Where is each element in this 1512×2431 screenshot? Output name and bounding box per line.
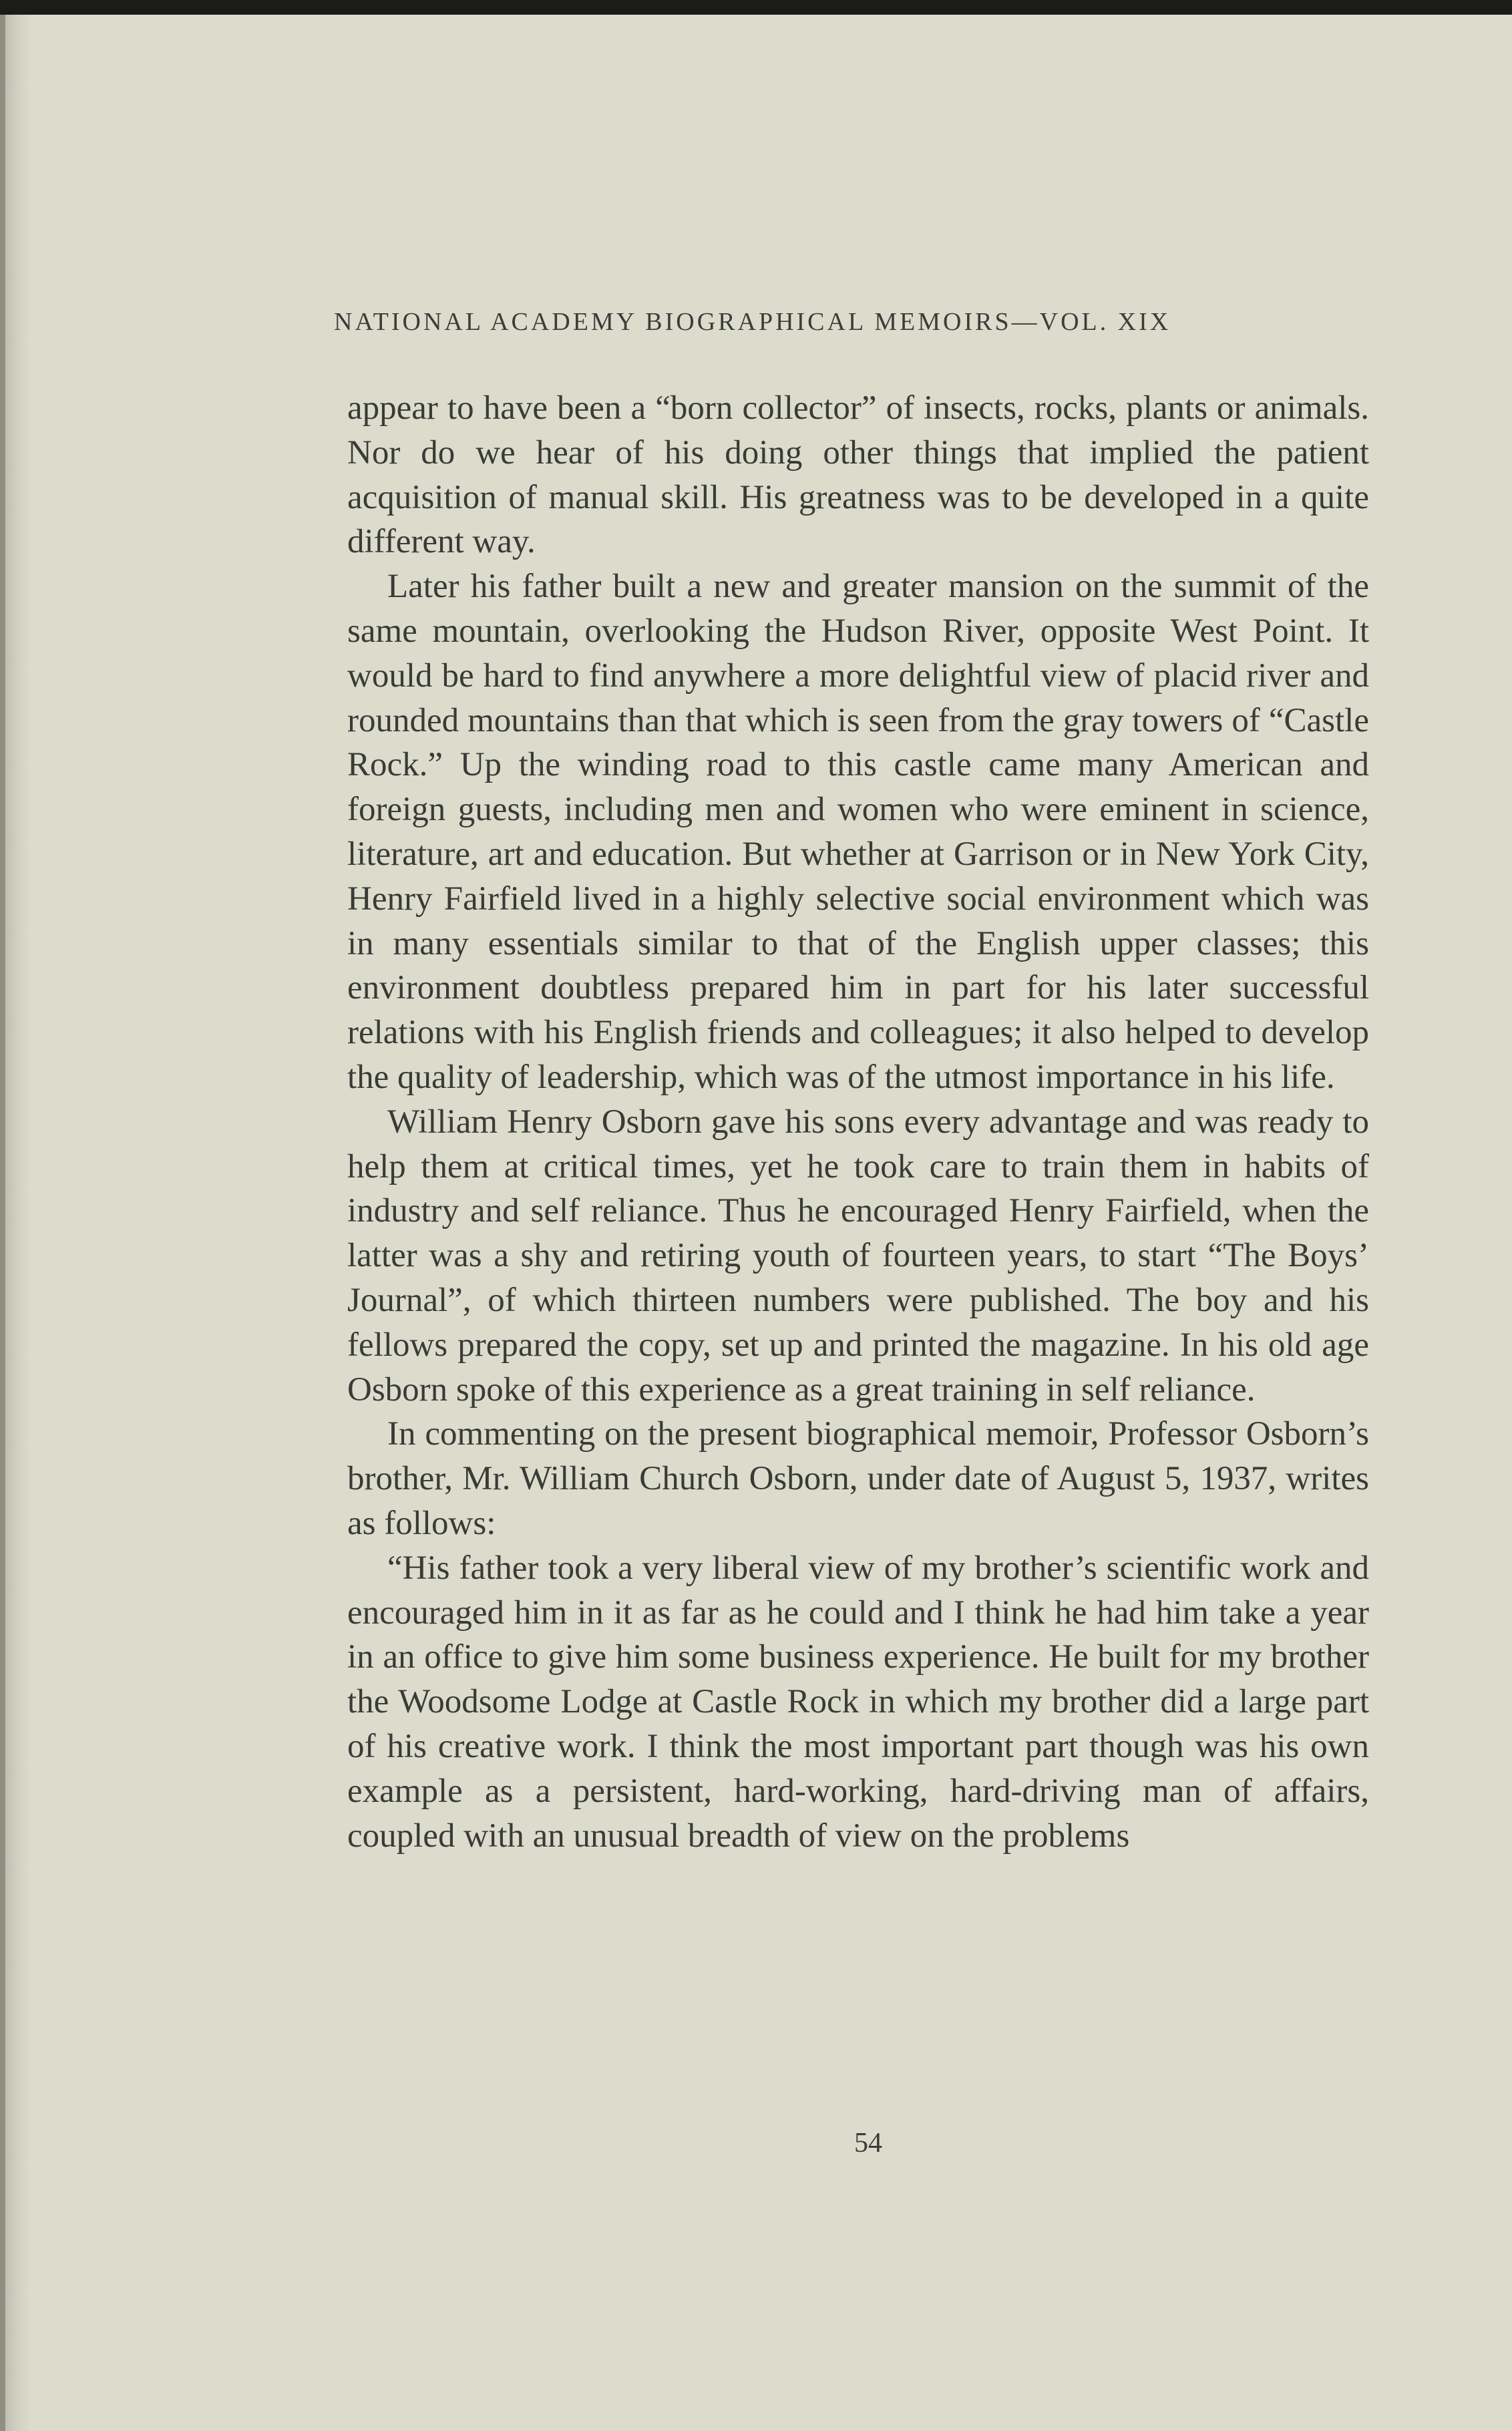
paragraph: Later his father built a new and greater mansion on the summit of the same mountain, overlooking the Hudson River, opposite West Point. It would be hard to find anywhere a more delightful view of placid river and rounded mountains than that which is seen from the gray towers of “Castle Rock.” Up the winding road to this castle came many American and foreign guests, including men and women who were eminent in science, literature, art and education. But whether at Garrison or in New York City, Henry Fairfield lived in a highly selective social environment which was in many essentials similar to that of the English upper classes; this environment doubtless prepared him in part for his later successful relations with his English friends and colleagues; it also helped to develop the quality of leadership, which was of the utmost importance in his life.	[347, 568, 1369, 1096]
paragraph-continued: appear to have been a “born collector” of insects, rocks, plants or animals. Nor do we hear of his doing other things that implied the patient acquisition of manual skill. His greatness was to be developed in a quite different way.	[347, 389, 1369, 561]
paragraph: In commenting on the present biographical memoir, Professor Osborn’s brother, Mr. William Church Osborn, under date of August 5, 1937, writes as follows:	[347, 1415, 1369, 1542]
quotation-paragraph: “His father took a very liberal view of my brother’s scientific work and encouraged him in it as far as he could and I think he had him take a year in an office to give him some business experience. He built for my brother the Woodsome Lodge at Castle Rock in which my brother did a large part of his creative work. I think the most important part though was his own example as a persistent, hard-working, hard-driving man of affairs, coupled with an unusual breadth of view on the problems	[347, 1549, 1369, 1855]
body-text	[347, 386, 1369, 1858]
page-number: 54	[854, 2128, 882, 2159]
top-edge-shadow	[0, 0, 1512, 15]
paragraph: William Henry Osborn gave his sons every advantage and was ready to help them at critical times, yet he took care to train them in habits of industry and self reliance. Thus he encouraged Henry Fairfield, when the latter was a shy and retiring youth of fourteen years, to start “The Boys’ Journal”, of which thirteen numbers were published. The boy and his fellows prepared the copy, set up and printed the magazine. In his old age Osborn spoke of this experience as a great training in self reliance.	[347, 1103, 1369, 1409]
running-head: NATIONAL ACADEMY BIOGRAPHICAL MEMOIRS—VOL. XIX	[334, 308, 1171, 336]
page-binding-edge	[0, 15, 5, 2431]
